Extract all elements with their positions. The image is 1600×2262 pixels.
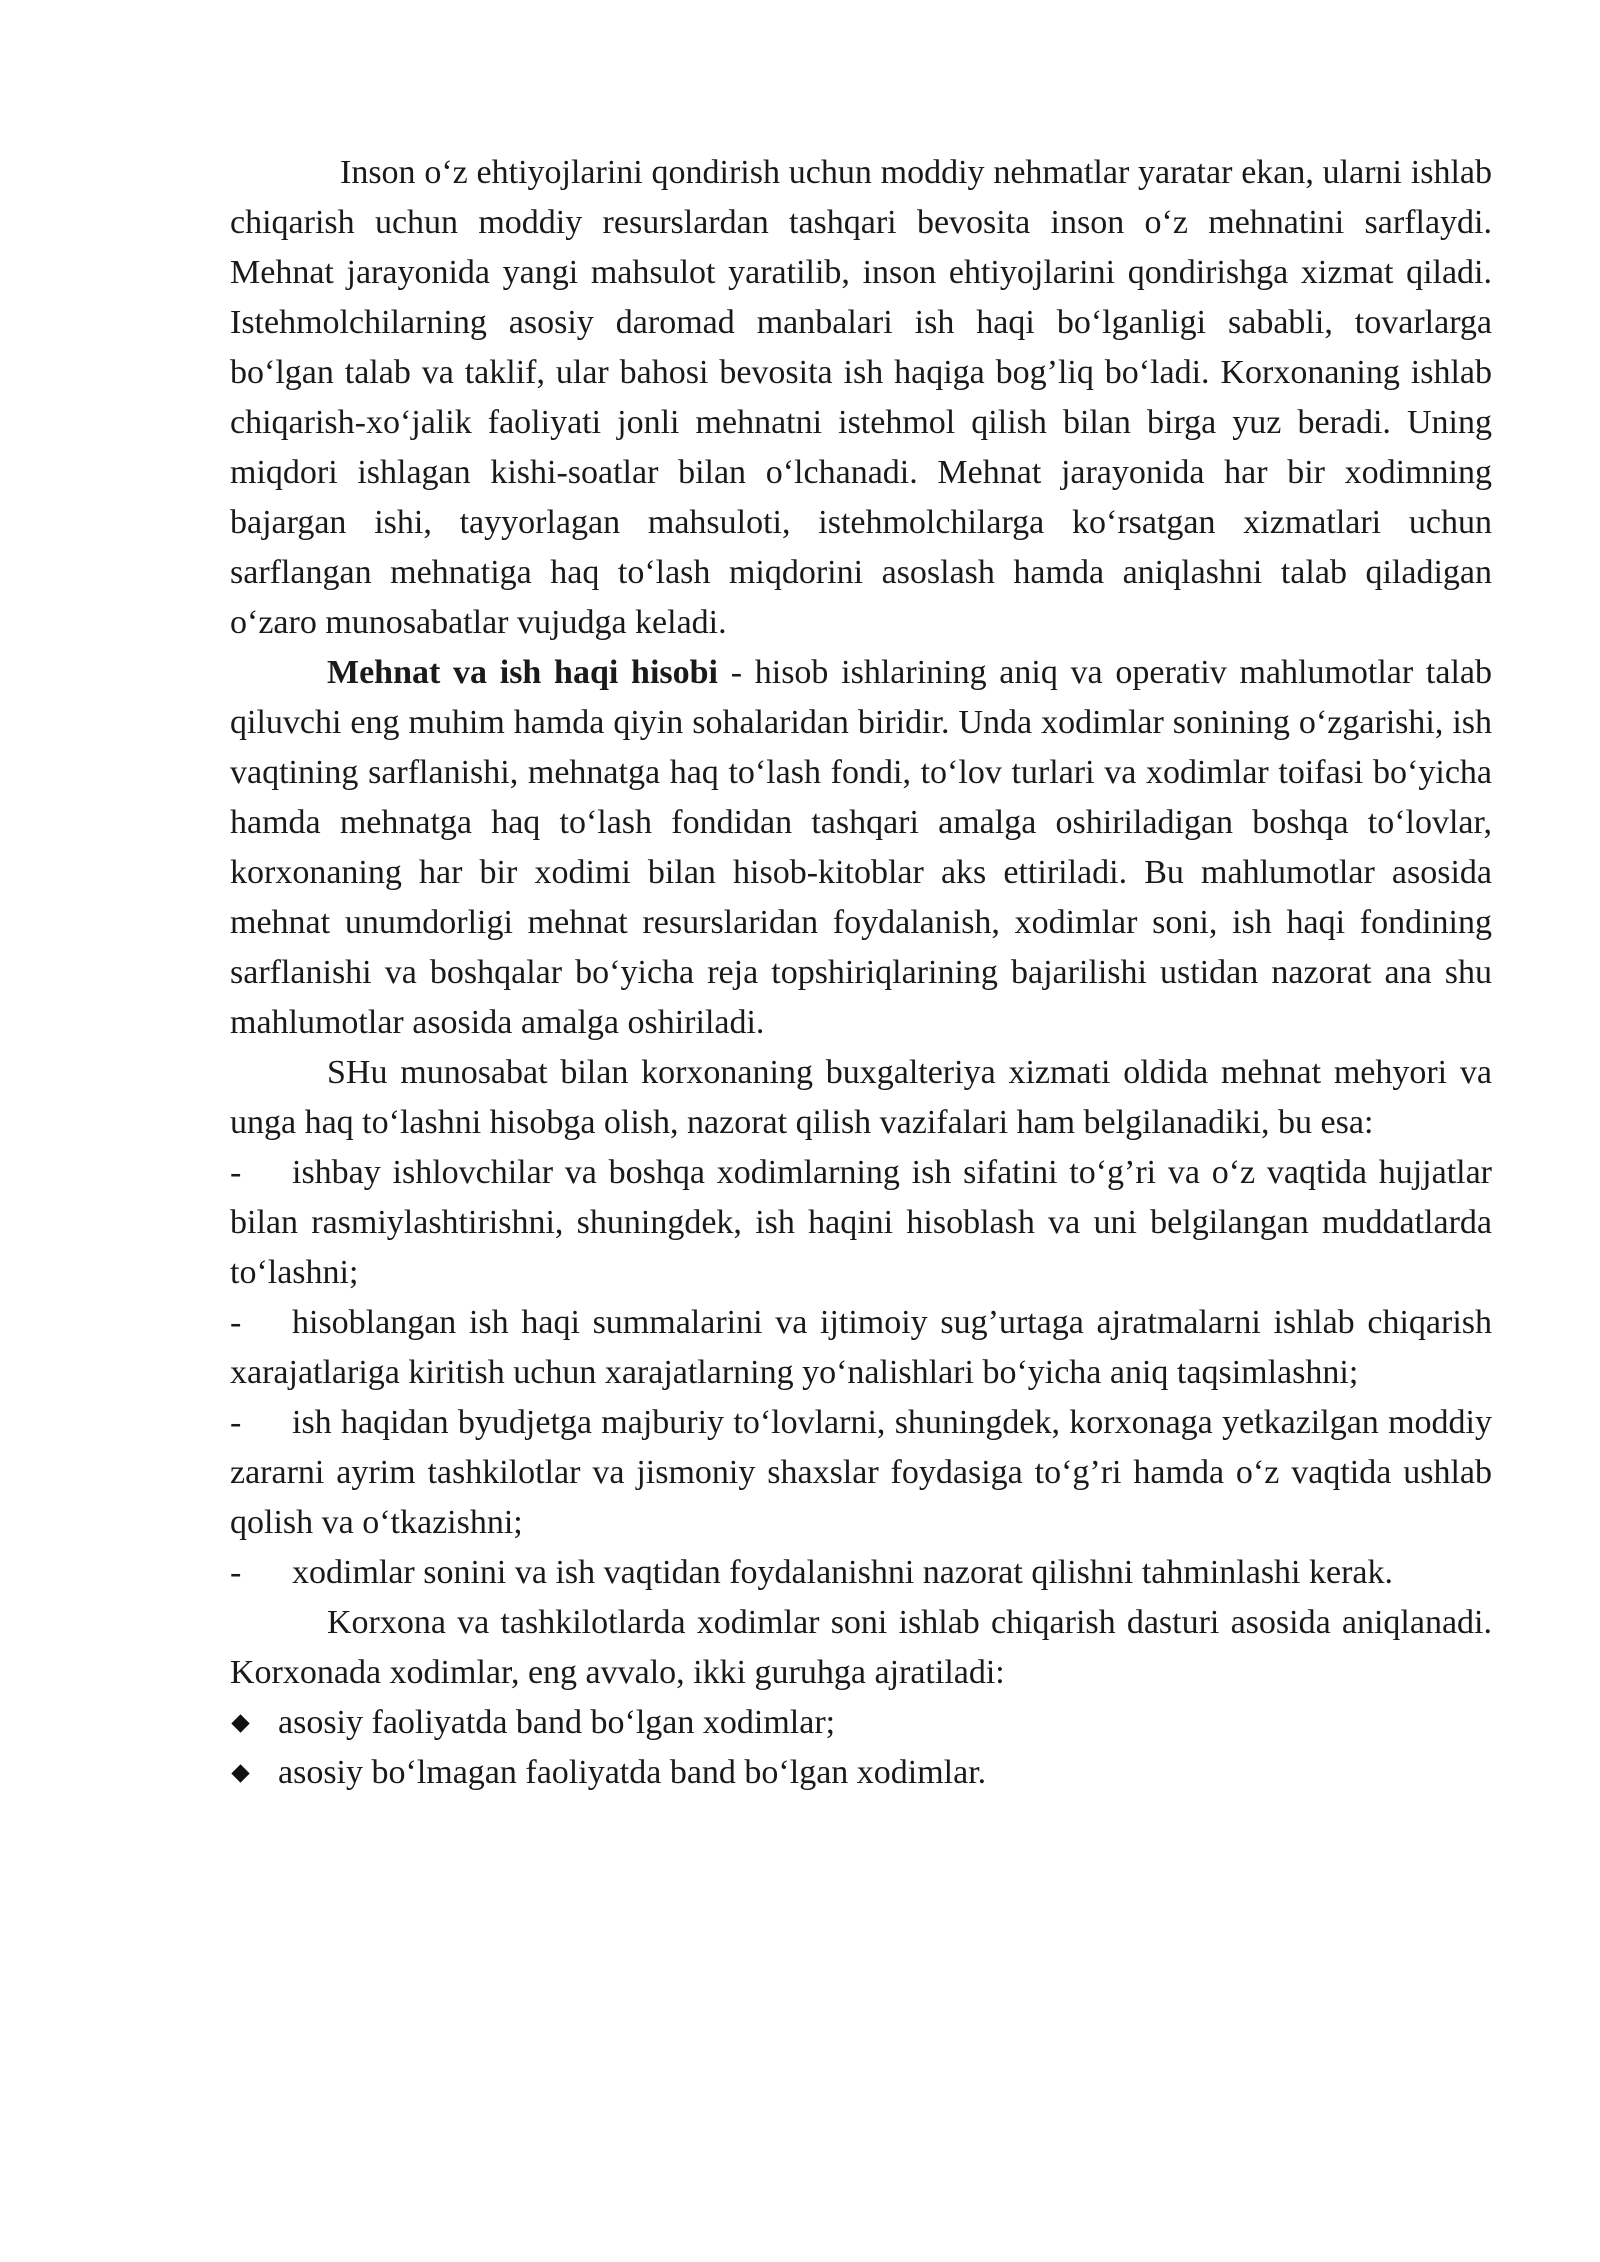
paragraph-staff-groups: Korxona va tashkilotlarda xodimlar soni ishlab chiqarish dasturi asosida aniqlanadi. Korxonada xodimlar, eng avvalo, ikki guruhga ajratiladi: [230,1604,1492,1691]
dash-list-item [230,1298,1492,1398]
bullet-list-item [230,1748,1492,1798]
dash-marker: - [230,1304,242,1341]
dash-list-item [230,1148,1492,1298]
definition-text: - hisob ishlarining aniq va operativ mahlumotlar talab qiluvchi eng muhim hamda qiyin sohalaridan biridir. Unda xodimlar sonining o‘zgarishi, ish vaqtining sarflanishi, mehnatga haq to‘lash fondi, to‘lov turlari va xodimlar toifasi bo‘yicha hamda mehnatga haq to‘lash fondidan tashqari amalga oshiriladigan boshqa to‘lovlar, korxonaning har bir xodimi bilan hisob-kitoblar aks ettiriladi. Bu mahlumotlar asosida mehnat unumdorligi mehnat resurslaridan foydalanish, xodimlar soni, ish haqi fondining sarflanishi va boshqalar bo‘yicha reja topshiriqlarining bajarilishi ustidan nazorat ana shu mahlumotlar asosida amalga oshiriladi. [230,654,1493,1041]
dash-item-text: ishbay ishlovchilar va boshqa xodimlarning ish sifatini to‘g’ri va o‘z vaqtida hujjatlar bilan rasmiylashtirishni, shuningdek, ish haqini hisoblash va uni belgilangan muddatlarda to‘lashni; [230,1154,1492,1291]
dash-item-text: hisoblangan ish haqi summalarini va ijtimoiy sug’urtaga ajratmalarni ishlab chiqarish xarajatlariga kiritish uchun xarajatlarning yo‘nalishlari bo‘yicha aniq taqsimlashni; [230,1304,1492,1391]
dash-item-text: xodimlar sonini va ish vaqtidan foydalanishni nazorat qilishni tahminlashi kerak. [292,1554,1393,1591]
dash-marker: - [230,1404,242,1441]
diamond-bullet-icon [231,1714,249,1732]
diamond-bullet-icon [231,1764,249,1782]
dash-list-item [230,1398,1492,1548]
dash-list-item [230,1548,1492,1598]
term-heading: Mehnat va ish haqi hisobi [327,654,718,691]
bullet-list-item [230,1698,1492,1748]
document-body [230,148,1492,1798]
dash-marker: - [230,1154,242,1191]
dash-marker: - [230,1554,242,1591]
bullet-item-text: asosiy bo‘lmagan faoliyatda band bo‘lgan xodimlar. [278,1754,987,1791]
paragraph-intro: Inson o‘z ehtiyojlarini qondirish uchun moddiy nehmatlar yaratar ekan, ularni ishlab chiqarish uchun moddiy resurslardan tashqari bevosita inson o‘z mehnatini sarflaydi. Mehnat jarayonida yangi mahsulot yaratilib, inson ehtiyojlarini qondirishga xizmat qiladi. Istehmolchilarning asosiy daromad manbalari ish haqi bo‘lganligi sababli, tovarlarga bo‘lgan talab va taklif, ular bahosi bevosita ish haqiga bog’liq bo‘ladi. Korxonaning ishlab chiqarish-xo‘jalik faoliyati jonli mehnatni istehmol qilish bilan birga yuz beradi. Uning miqdori ishlagan kishi-soatlar bilan o‘lchanadi. Mehnat jarayonida har bir xodimning bajargan ishi, tayyorlagan mahsuloti, istehmolchilarga ko‘rsatgan xizmatlari uchun sarflangan mehnatiga haq to‘lash miqdorini asoslash hamda aniqlashni talab qiladigan o‘zaro munosabatlar vujudga keladi. [230,154,1492,641]
paragraph-tasks-intro: SHu munosabat bilan korxonaning buxgalteriya xizmati oldida mehnat mehyori va unga haq to‘lashni hisobga olish, nazorat qilish vazifalari ham belgilanadiki, bu esa: [230,1054,1492,1141]
bullet-item-text: asosiy faoliyatda band bo‘lgan xodimlar; [278,1704,836,1741]
bullet-list [230,1698,1492,1798]
paragraph-definition [230,648,1492,1048]
dash-item-text: ish haqidan byudjetga majburiy to‘lovlarni, shuningdek, korxonaga yetkazilgan moddiy zararni ayrim tashkilotlar va jismoniy shaxslar foydasiga to‘g’ri hamda o‘z vaqtida ushlab qolish va o‘tkazishni; [230,1404,1492,1541]
